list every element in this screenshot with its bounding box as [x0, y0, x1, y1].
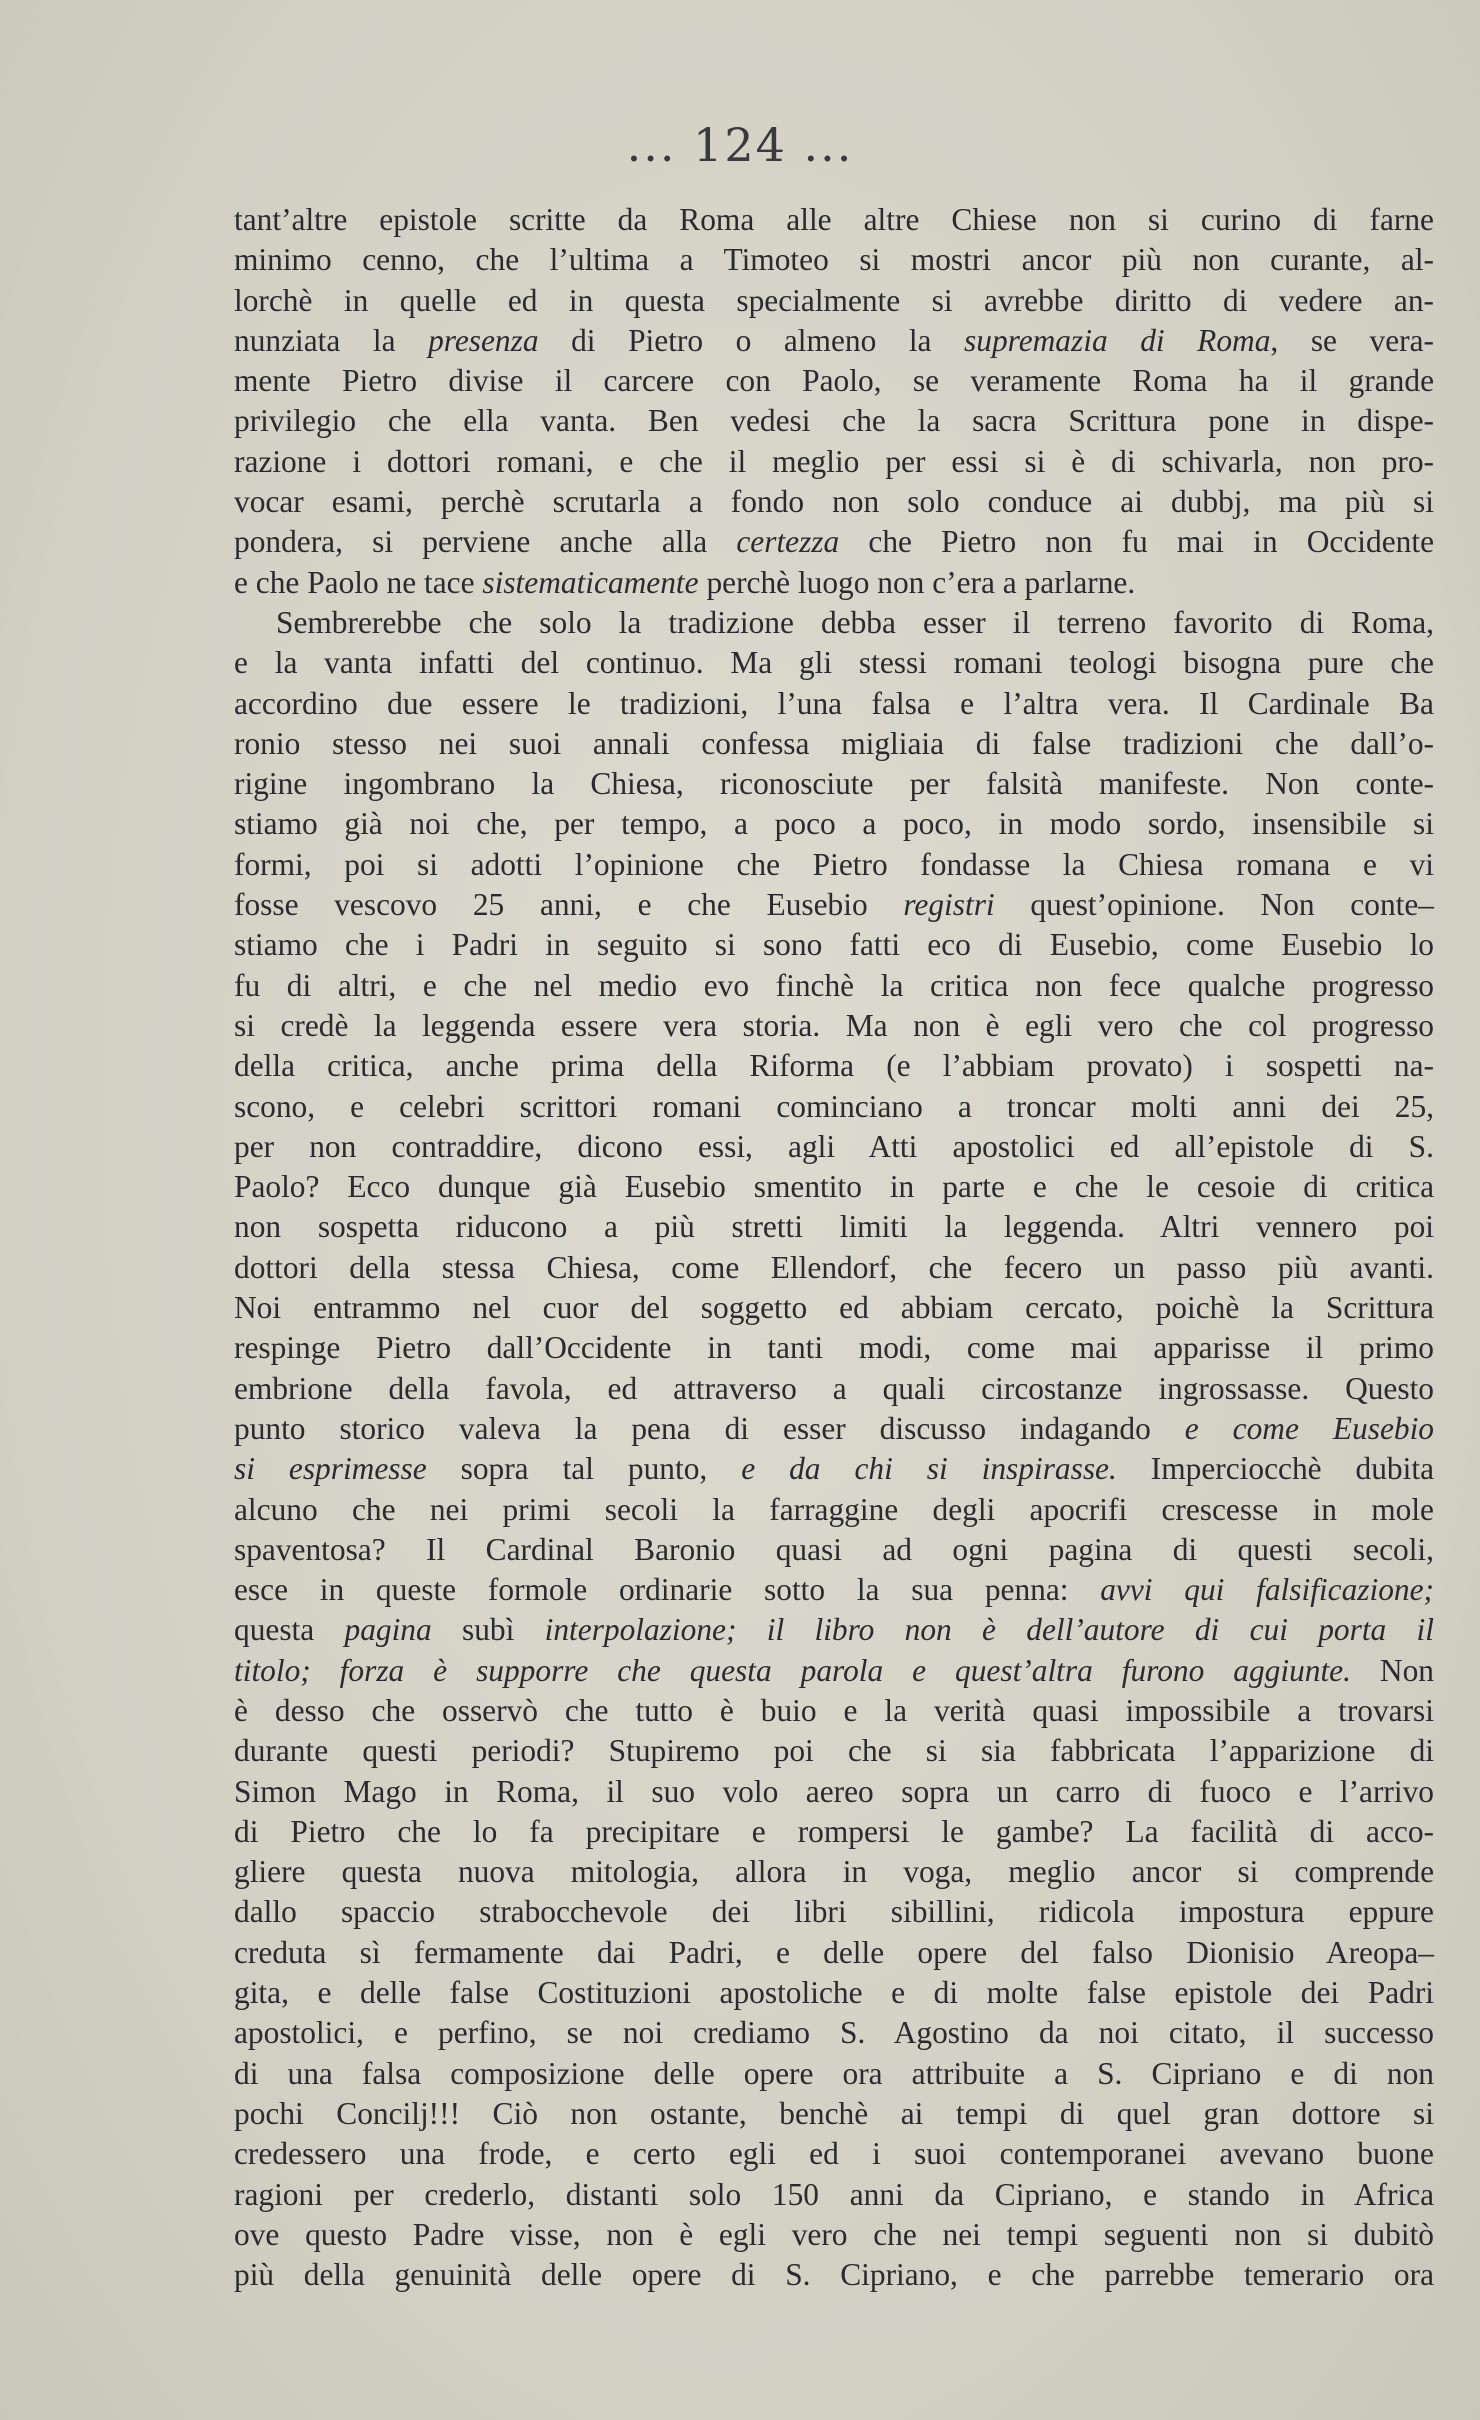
text-line — [234, 2094, 1434, 2134]
text-run: che Pietro non fu mai in Occidente — [839, 524, 1434, 560]
italic-text: si esprimesse — [234, 1451, 427, 1487]
text-run: vocar esami, perchè scrutarla a fondo non solo conduce ai dubbj, ma più si — [234, 484, 1434, 520]
text-run: accordino due essere le tradizioni, l’una falsa e l’altra vera. Il Cardinale Ba — [234, 685, 1434, 721]
italic-text: e da chi si inspirasse. — [741, 1451, 1117, 1487]
text-run: tant’altre epistole scritte da Roma alle altre Chiese non si curino di farne — [234, 202, 1434, 237]
text-run: più della genuinità delle opere di S. Cipriano, e che parrebbe temerario ora — [234, 2257, 1434, 2293]
text-run: di una falsa composizione delle opere ora attribuite a S. Cipriano e di non — [234, 2055, 1434, 2091]
text-run: e la vanta infatti del continuo. Ma gli stessi romani teologi bisogna pure che — [234, 645, 1434, 681]
text-run: spaventosa? Il Cardinal Baronio quasi ad ogni pagina di questi secoli, — [234, 1531, 1434, 1567]
text-run: e che Paolo ne tace — [234, 564, 483, 600]
text-run: stiamo che i Padri in seguito si sono fatti eco di Eusebio, come Eusebio lo — [234, 927, 1434, 963]
text-line — [234, 1328, 1434, 1368]
text-run: Noi entrammo nel cuor del soggetto ed abbiam cercato, poichè la Scrittura — [234, 1290, 1434, 1326]
text-line — [234, 401, 1434, 441]
text-line — [234, 1892, 1434, 1932]
italic-text: supremazia di Roma — [964, 322, 1271, 358]
text-line — [234, 885, 1434, 925]
text-line — [234, 2134, 1434, 2174]
text-run: mente Pietro divise il carcere con Paolo, se veramente Roma ha il grande — [234, 363, 1434, 399]
text-line — [234, 603, 1434, 643]
text-line — [234, 724, 1434, 764]
text-line — [234, 1933, 1434, 1973]
text-line — [234, 1651, 1434, 1691]
text-run: nunziata la — [234, 322, 429, 358]
text-line — [234, 563, 1434, 603]
text-run: pondera, si perviene anche alla — [234, 524, 737, 560]
text-line — [234, 1006, 1434, 1046]
text-run: creduta sì fermamente dai Padri, e delle opere del falso Dionisio Areopa– — [234, 1934, 1434, 1970]
text-run: sopra tal punto, — [426, 1451, 742, 1487]
text-line — [234, 684, 1434, 724]
text-line — [234, 1449, 1434, 1489]
text-run: quest’opinione. Non conte– — [994, 887, 1434, 923]
text-run: di Pietro o almeno la — [538, 322, 965, 358]
text-line — [234, 1127, 1434, 1167]
text-run: apostolici, e perfino, se noi crediamo S. Agostino da noi citato, il successo — [234, 2015, 1434, 2051]
text-run: credessero una frode, e certo egli ed i suoi contemporanei avevano buone — [234, 2136, 1434, 2172]
italic-text: e come Eusebio — [1184, 1410, 1434, 1446]
text-run: alcuno che nei primi secoli la farraggine degli apocrifi crescesse in mole — [234, 1491, 1434, 1527]
text-run: fosse vescovo 25 anni, e che Eusebio — [234, 887, 904, 923]
text-run: ragioni per crederlo, distanti solo 150 anni da Cipriano, e stando in Africa — [234, 2176, 1434, 2212]
text-line — [234, 2013, 1434, 2053]
text-run: lorchè in quelle ed in questa specialmente si avrebbe diritto di vedere an- — [234, 282, 1434, 318]
text-run: scono, e celebri scrittori romani cominciano a troncar molti anni dei 25, — [234, 1088, 1434, 1124]
text-line — [234, 200, 1434, 240]
text-line — [234, 804, 1434, 844]
text-run: rigine ingombrano la Chiesa, riconosciute per falsità manifeste. Non conte- — [234, 766, 1434, 802]
text-run: ove questo Padre visse, non è egli vero che nei tempi seguenti non si dubitò — [234, 2216, 1434, 2252]
text-run: fu di altri, e che nel medio evo finchè la critica non fece qualche progresso — [234, 967, 1434, 1003]
text-run: non sospetta riducono a più stretti limiti la leggenda. Altri vennero poi — [234, 1209, 1434, 1245]
italic-text: sistematicamente — [482, 564, 699, 600]
italic-text: interpolazione; il libro non è dell’autore di cui porta il — [544, 1612, 1434, 1648]
text-run: dallo spaccio strabocchevole dei libri sibillini, ridicola impostura eppure — [234, 1894, 1434, 1930]
text-line — [234, 925, 1434, 965]
text-line — [234, 1207, 1434, 1247]
text-run: è desso che osservò che tutto è buio e la verità quasi impossibile a trovarsi — [234, 1692, 1434, 1728]
text-run: punto storico valeva la pena di esser discusso indagando — [234, 1410, 1185, 1446]
text-line — [234, 2175, 1434, 2215]
text-run: minimo cenno, che l’ultima a Timoteo si mostri ancor più non curante, al- — [234, 242, 1434, 278]
text-run: embrione della favola, ed attraverso a quali circostanze ingrossasse. Questo — [234, 1370, 1434, 1406]
text-run: dottori della stessa Chiesa, come Ellendorf, che fecero un passo più avanti. — [234, 1249, 1434, 1285]
text-line — [234, 1369, 1434, 1409]
page-number: ... 124 ... — [626, 118, 854, 172]
italic-text: registri — [903, 887, 995, 923]
text-run: respinge Pietro dall’Occidente in tanti modi, come mai apparisse il primo — [234, 1330, 1434, 1366]
italic-text: certezza — [736, 524, 840, 560]
text-run: Non — [1350, 1652, 1434, 1688]
text-line — [234, 1288, 1434, 1328]
text-line — [234, 1530, 1434, 1570]
text-line — [234, 482, 1434, 522]
text-run: Sembrerebbe che solo la tradizione debba esser il terreno favorito di Roma, — [276, 604, 1434, 640]
text-line — [234, 1167, 1434, 1207]
text-line — [234, 1812, 1434, 1852]
text-line — [234, 1248, 1434, 1288]
italic-text: titolo; forza è supporre che questa parola e quest’altra furono aggiunte. — [234, 1652, 1351, 1688]
text-run: pochi Concilj!!! Ciò non ostante, benchè ai tempi di quel gran dottore si — [234, 2095, 1434, 2131]
italic-text: presenza — [428, 322, 539, 358]
text-line — [234, 764, 1434, 804]
text-run: gita, e delle false Costituzioni apostoliche e di molte false epistole dei Padri — [234, 1975, 1434, 2011]
text-run: per non contraddire, dicono essi, agli Atti apostolici ed all’epistole di S. — [234, 1128, 1434, 1164]
text-run: gliere questa nuova mitologia, allora in voga, meglio ancor si comprende — [234, 1854, 1434, 1890]
text-line — [234, 1046, 1434, 1086]
text-line — [234, 442, 1434, 482]
text-run: si credè la leggenda essere vera storia. Ma non è egli vero che col progresso — [234, 1007, 1434, 1043]
text-line — [234, 522, 1434, 562]
text-run: perchè luogo non c’era a parlarne. — [698, 564, 1136, 600]
text-line — [234, 2255, 1434, 2295]
text-line — [234, 1409, 1434, 1449]
italic-text: pagina — [344, 1612, 432, 1648]
text-line — [234, 1087, 1434, 1127]
text-line — [234, 281, 1434, 321]
text-run: subì — [431, 1612, 545, 1648]
text-line — [234, 1772, 1434, 1812]
text-run: durante questi periodi? Stupiremo poi che si sia fabbricata l’apparizione di — [234, 1733, 1434, 1769]
text-run: di Pietro che lo fa precipitare e rompersi le gambe? La facilità di acco- — [234, 1813, 1434, 1849]
text-run: privilegio che ella vanta. Ben vedesi che la sacra Scrittura pone in dispe- — [234, 403, 1434, 439]
text-line — [234, 240, 1434, 280]
text-line — [234, 321, 1434, 361]
body-text — [234, 200, 1434, 2295]
text-line — [234, 1973, 1434, 2013]
text-line — [234, 1570, 1434, 1610]
text-run: stiamo già noi che, per tempo, a poco a poco, in modo sordo, insensibile si — [234, 806, 1434, 842]
text-run: Imperciocchè dubita — [1116, 1451, 1434, 1487]
text-line — [234, 2215, 1434, 2255]
text-line — [234, 2054, 1434, 2094]
text-line — [234, 1490, 1434, 1530]
text-run: formi, poi si adotti l’opinione che Pietro fondasse la Chiesa romana e vi — [234, 846, 1434, 882]
text-line — [234, 643, 1434, 683]
text-run: , se vera- — [1270, 322, 1434, 358]
text-run: Simon Mago in Roma, il suo volo aereo sopra un carro di fuoco e l’arrivo — [234, 1773, 1434, 1809]
text-line — [234, 361, 1434, 401]
text-line — [234, 1852, 1434, 1892]
text-run: ronio stesso nei suoi annali confessa migliaia di false tradizioni che dall’o- — [234, 725, 1434, 761]
italic-text: avvi qui falsificazione; — [1100, 1572, 1434, 1608]
text-run: questa — [234, 1612, 345, 1648]
text-run: esce in queste formole ordinarie sotto la sua penna: — [234, 1572, 1101, 1608]
text-line — [234, 1610, 1434, 1650]
text-line — [234, 1731, 1434, 1771]
text-run: della critica, anche prima della Riforma (e l’abbiam provato) i sospetti na- — [234, 1048, 1434, 1084]
text-run: Paolo? Ecco dunque già Eusebio smentito in parte e che le cesoie di critica — [234, 1169, 1434, 1205]
text-line — [234, 1691, 1434, 1731]
text-line — [234, 966, 1434, 1006]
text-line — [234, 845, 1434, 885]
text-run: razione i dottori romani, e che il meglio per essi si è di schivarla, non pro- — [234, 443, 1434, 479]
